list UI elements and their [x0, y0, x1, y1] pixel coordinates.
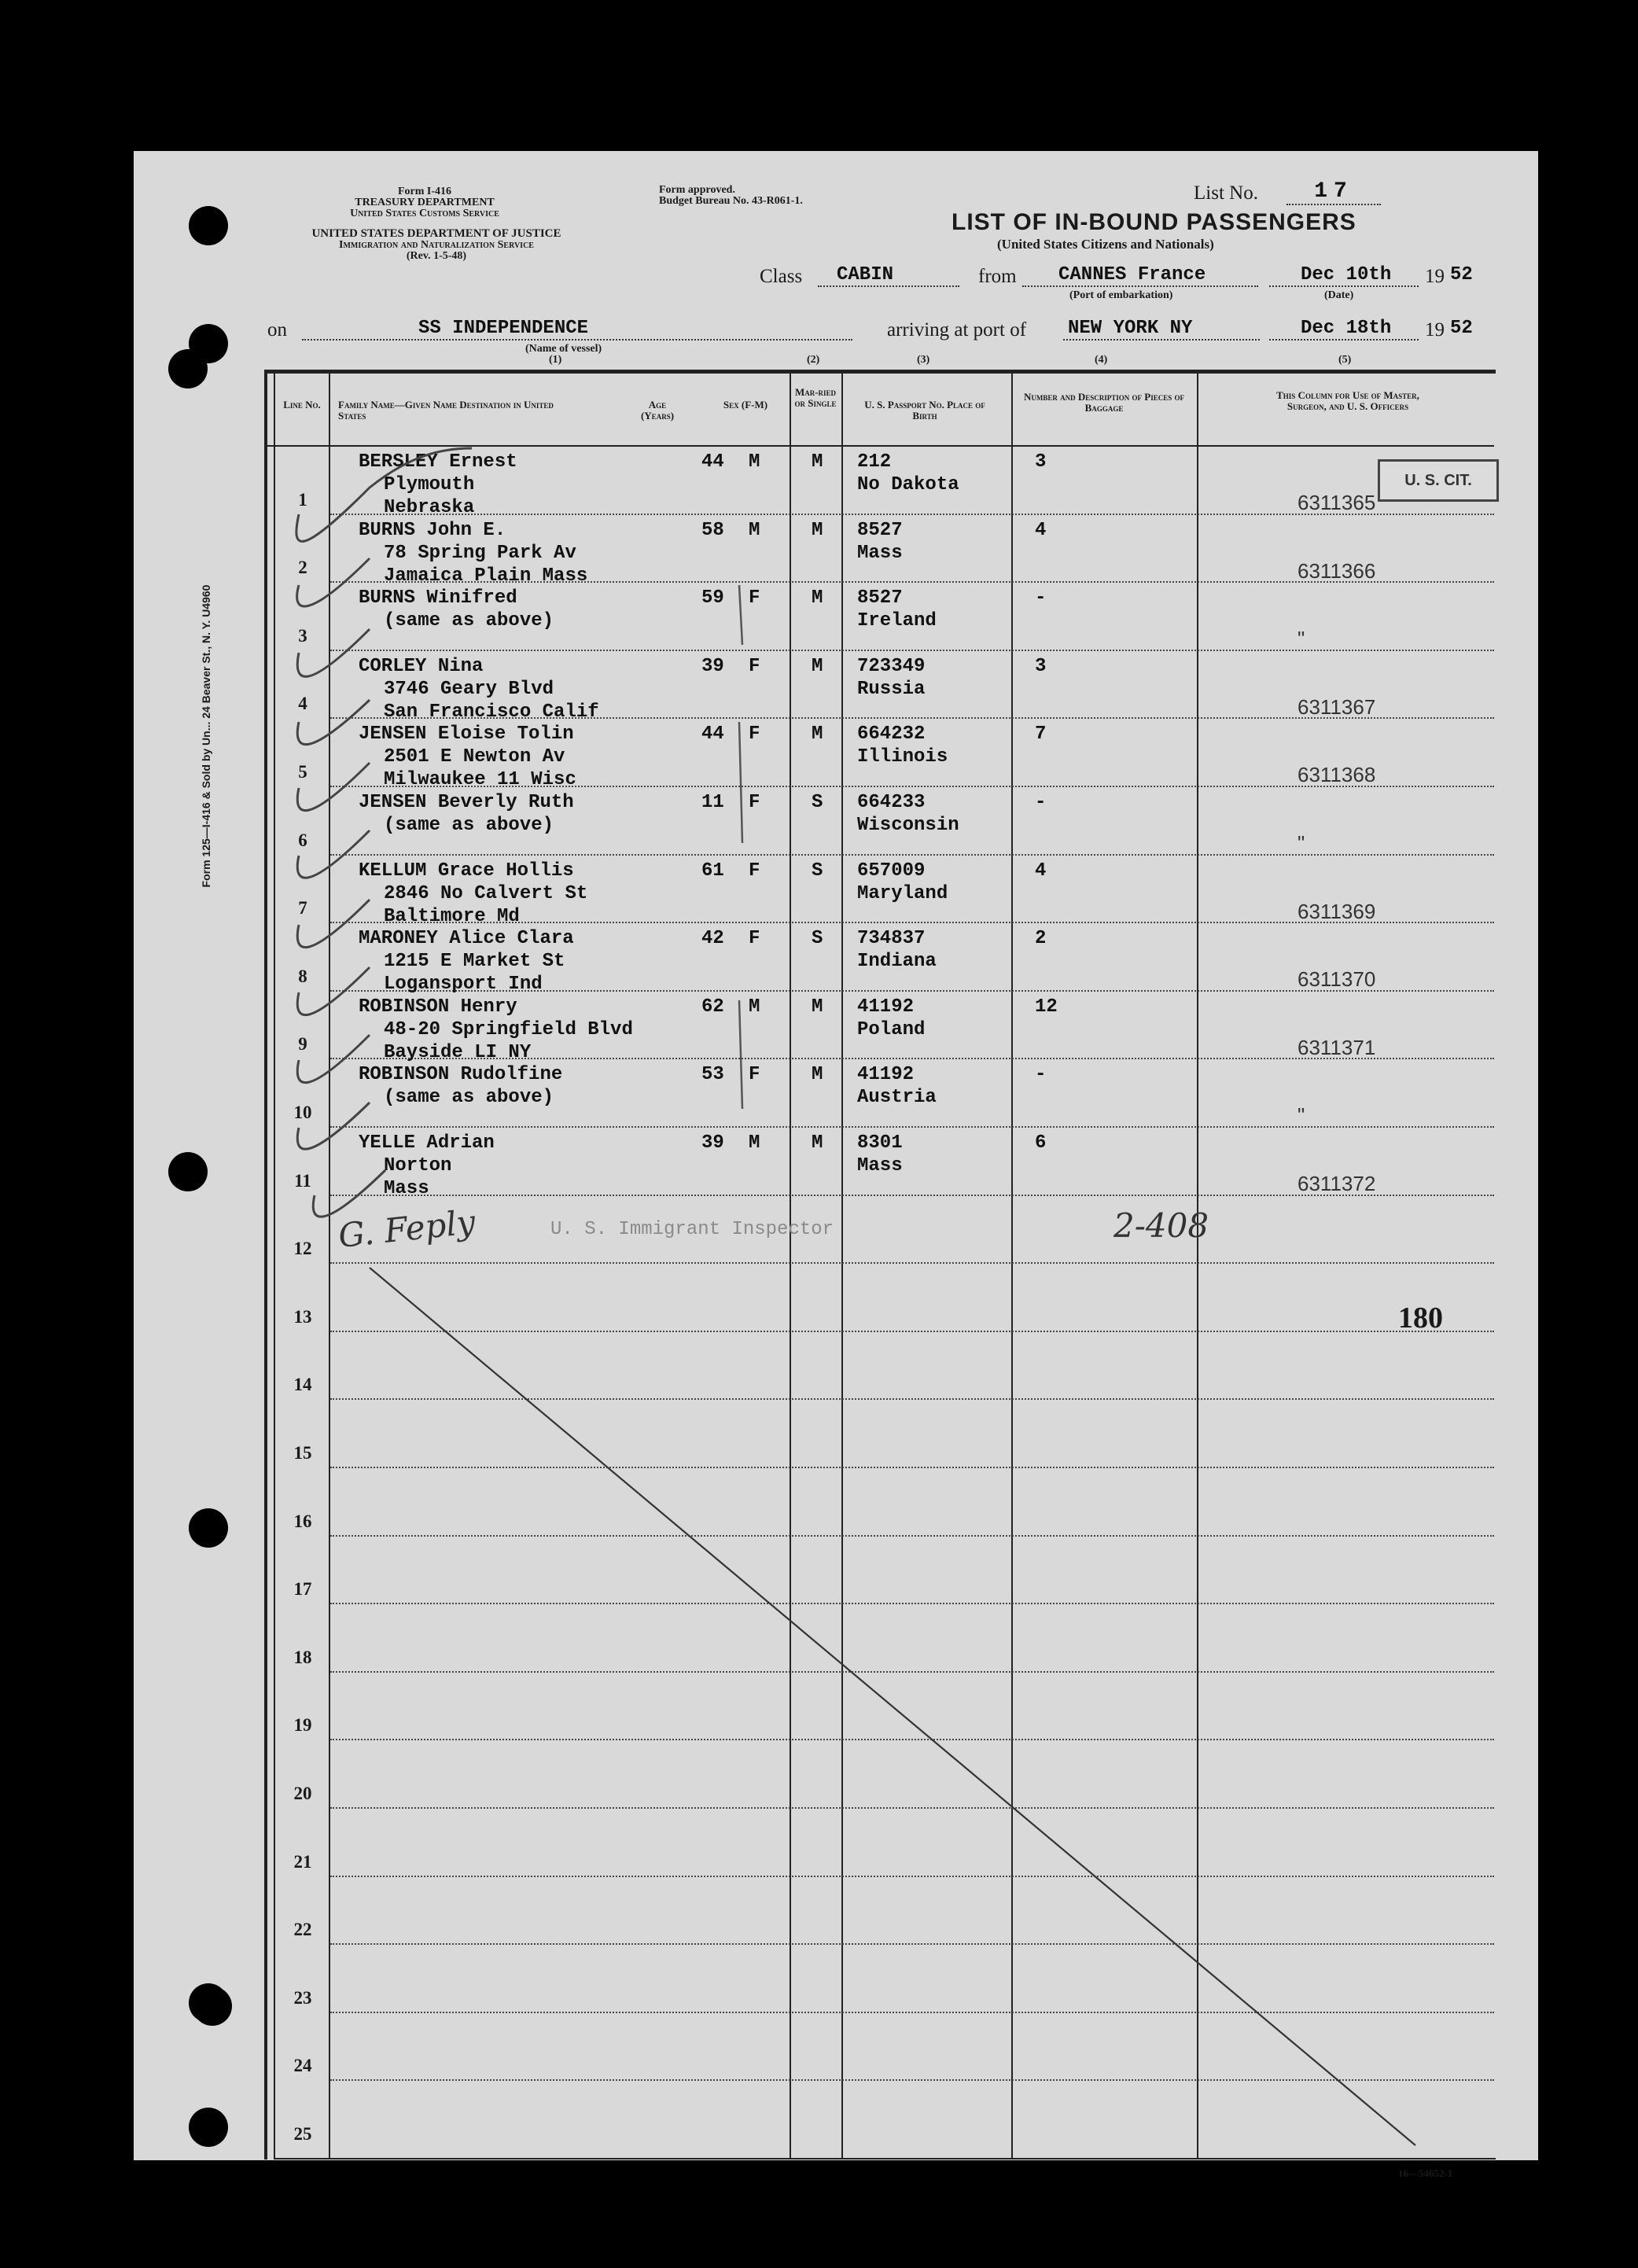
line-number: 2: [298, 558, 307, 578]
line-number: 17: [293, 1579, 312, 1600]
line-number: 11: [294, 1170, 311, 1191]
immigration-service: Immigration and Naturalization Service: [339, 239, 534, 251]
destination-line-2: San Francisco Calif: [384, 701, 599, 723]
date-label: (Date): [1324, 289, 1354, 301]
header-passport-birthplace: U. S. Passport No. Place of Birth: [864, 399, 985, 422]
destination-line-1: (same as above): [384, 610, 554, 632]
passenger-name: JENSEN Eloise Tolin: [359, 723, 574, 746]
from-label: from: [978, 266, 1017, 287]
list-number: 17: [1286, 179, 1381, 205]
arrival-port: NEW YORK NY: [1063, 318, 1260, 341]
passenger-name: KELLUM Grace Hollis: [359, 860, 574, 882]
marital-status: M: [812, 723, 823, 746]
passenger-sex: F: [749, 1064, 760, 1086]
destination-line-1: 48-20 Springfield Blvd: [384, 1018, 633, 1040]
embarkation-year: 52: [1450, 264, 1473, 285]
baggage-count: 6: [1035, 1132, 1047, 1154]
us-citizen-stamp: U. S. CIT.: [1378, 459, 1499, 502]
col-number-5: (5): [1338, 354, 1352, 366]
line-number: 16: [293, 1511, 312, 1531]
baggage-count: -: [1035, 1064, 1047, 1086]
destination-line-2: Baltimore Md: [384, 905, 520, 927]
line-number: 13: [293, 1306, 312, 1327]
marital-status: M: [812, 996, 823, 1018]
col-number-4: (4): [1095, 354, 1108, 366]
passport-number: 657009: [857, 860, 926, 882]
passenger-sex: M: [749, 519, 760, 541]
passenger-name: JENSEN Beverly Ruth: [359, 792, 574, 813]
officer-number: 6311366: [1298, 558, 1376, 583]
class-value: CABIN: [818, 264, 959, 287]
place-of-birth: Mass: [857, 542, 903, 564]
destination-line-2: Nebraska: [384, 497, 475, 518]
marital-status: M: [812, 519, 823, 541]
officer-number: 6311371: [1298, 1035, 1376, 1059]
header-age: Age (Years): [640, 399, 675, 422]
place-of-birth: Illinois: [857, 746, 948, 768]
passenger-age: 42: [701, 928, 724, 950]
embarkation-port: CANNES France: [1022, 264, 1258, 287]
col-number-1: (1): [549, 354, 562, 366]
destination-line-1: Norton: [384, 1155, 452, 1176]
header-sex: Sex (F-M): [723, 399, 768, 411]
line-number: 3: [298, 625, 307, 646]
passport-number: 212: [857, 451, 892, 473]
passport-number: 41192: [857, 1064, 915, 1086]
officer-number: ": [1298, 1103, 1305, 1128]
passenger-name: CORLEY Nina: [359, 655, 484, 677]
header-name-destination: Family Name—Given Name Destination in United States: [338, 399, 554, 422]
line-number: 14: [293, 1375, 312, 1395]
year-prefix-1: 19: [1425, 266, 1445, 287]
officer-number: 6311370: [1298, 967, 1376, 992]
marital-status: M: [812, 587, 823, 609]
passport-number: 8527: [857, 519, 903, 541]
embarkation-date: Dec 10th: [1269, 264, 1419, 287]
destination-line-1: 2501 E Newton Av: [384, 746, 565, 768]
place-of-birth: Indiana: [857, 951, 937, 973]
passenger-age: 39: [701, 655, 724, 677]
baggage-count: 12: [1035, 996, 1058, 1018]
line-number: 5: [298, 762, 307, 782]
officer-number: 6311367: [1298, 694, 1376, 719]
destination-line-1: Plymouth: [384, 474, 475, 495]
baggage-count: 7: [1035, 723, 1047, 746]
baggage-count: 3: [1035, 655, 1047, 677]
passenger-sex: F: [749, 928, 760, 950]
line-number: 7: [298, 898, 307, 919]
budget-bureau: Budget Bureau No. 43-R061-1.: [659, 195, 803, 207]
marital-status: S: [812, 928, 823, 950]
place-of-birth: Mass: [857, 1155, 903, 1176]
line-number: 6: [298, 830, 307, 850]
passenger-name: YELLE Adrian: [359, 1132, 495, 1154]
place-of-birth: Poland: [857, 1018, 926, 1040]
revision: (Rev. 1-5-48): [406, 250, 467, 262]
passenger-age: 59: [701, 587, 724, 609]
year-prefix-2: 19: [1425, 319, 1445, 341]
arrival-year: 52: [1450, 318, 1473, 339]
page-title: LIST OF IN-BOUND PASSENGERS: [952, 209, 1356, 235]
passenger-age: 44: [701, 723, 724, 746]
officer-number: 6311372: [1298, 1172, 1376, 1195]
header-married-single: Mar-ried or Single: [794, 386, 837, 409]
col-number-3: (3): [917, 354, 930, 366]
officer-number: ": [1298, 627, 1305, 651]
destination-line-1: (same as above): [384, 815, 554, 836]
passenger-name: ROBINSON Rudolfine: [359, 1064, 563, 1086]
passenger-sex: F: [749, 587, 760, 609]
line-number: 12: [293, 1239, 312, 1259]
place-of-birth: Maryland: [857, 882, 948, 904]
passport-number: 664232: [857, 723, 926, 746]
passport-number: 723349: [857, 655, 926, 677]
passenger-age: 11: [701, 792, 724, 813]
passenger-sex: M: [749, 996, 760, 1018]
destination-line-2: Mass: [384, 1178, 429, 1199]
marital-status: M: [812, 1064, 823, 1086]
baggage-count: 4: [1035, 519, 1047, 541]
footer-code: 16—54652-1: [1398, 2167, 1453, 2179]
cancel-diagonal-line: [370, 1268, 1415, 2145]
passport-number: 664233: [857, 792, 926, 813]
line-number: 9: [298, 1034, 307, 1055]
officer-number: 6311369: [1298, 899, 1376, 923]
treasury-dept: TREASURY DEPARTMENT: [355, 197, 495, 208]
on-label: on: [267, 319, 287, 341]
place-of-birth: Russia: [857, 678, 926, 700]
destination-line-1: 2846 No Calvert St: [384, 882, 588, 904]
passenger-sex: F: [749, 723, 760, 746]
passenger-age: 39: [701, 1132, 724, 1154]
line-number: 8: [298, 966, 307, 986]
class-label: Class: [760, 266, 803, 287]
destination-line-1: 1215 E Market St: [384, 951, 565, 973]
line-number: 15: [293, 1443, 312, 1463]
passport-number: 8301: [857, 1132, 903, 1154]
baggage-count: 3: [1035, 451, 1047, 473]
passenger-age: 62: [701, 996, 724, 1018]
baggage-count: -: [1035, 587, 1047, 609]
line-number: 18: [293, 1647, 312, 1667]
inspector-label: U. S. Immigrant Inspector: [550, 1219, 834, 1240]
passenger-age: 44: [701, 451, 724, 473]
passenger-sex: F: [749, 655, 760, 677]
officer-number: 6311368: [1298, 763, 1376, 787]
passenger-age: 53: [701, 1064, 724, 1086]
officer-number: ": [1298, 831, 1305, 855]
baggage-count: 4: [1035, 860, 1047, 882]
passport-number: 8527: [857, 587, 903, 609]
line-number: 19: [293, 1715, 312, 1736]
passenger-name: MARONEY Alice Clara: [359, 928, 574, 950]
header-officers-use: This Column for Use of Master, Surgeon, and U. S. Officers: [1276, 389, 1419, 412]
passenger-name: BURNS Winifred: [359, 587, 517, 609]
line-number: 21: [293, 1851, 312, 1872]
arrival-date: Dec 18th: [1269, 318, 1419, 341]
line-number: 10: [293, 1103, 312, 1122]
vessel-label: (Name of vessel): [525, 343, 602, 355]
check-marks: [296, 448, 742, 1217]
line-number: 1: [298, 489, 307, 510]
line-number: 4: [298, 694, 307, 714]
passenger-name: ROBINSON Henry: [359, 996, 517, 1018]
arriving-label: arriving at port of: [887, 319, 1027, 341]
baggage-count: 2: [1035, 928, 1047, 950]
vessel-name: SS INDEPENDENCE: [302, 318, 852, 341]
place-of-birth: Wisconsin: [857, 815, 959, 836]
side-print-text: Form 125—I-416 & Sold by Un... 24 Beaver St., N. Y. U4960: [200, 584, 212, 888]
header-baggage: Number and Description of Pieces of Baggage: [1024, 391, 1184, 414]
passport-number: 41192: [857, 996, 915, 1018]
destination-line-1: 3746 Geary Blvd: [384, 678, 554, 700]
line-number: 22: [293, 1920, 312, 1940]
passenger-name: BURNS John E.: [359, 519, 506, 541]
marital-status: M: [812, 451, 823, 473]
marital-status: M: [812, 655, 823, 677]
destination-line-2: Bayside LI NY: [384, 1041, 532, 1063]
passenger-sex: F: [749, 860, 760, 882]
marital-status: S: [812, 792, 823, 813]
header-line-no: Line No.: [283, 399, 321, 411]
marital-status: M: [812, 1132, 823, 1154]
officer-number: 6311365: [1298, 491, 1376, 514]
passenger-sex: M: [749, 1132, 760, 1154]
line-number: 25: [293, 2124, 312, 2144]
total-number: 180: [1398, 1302, 1443, 1335]
port-embarkation-label: (Port of embarkation): [1069, 289, 1173, 301]
col-number-2: (2): [807, 354, 820, 366]
destination-line-2: Milwaukee 11 Wisc: [384, 769, 576, 791]
place-of-birth: Ireland: [857, 610, 937, 632]
form-approved: Form approved.: [659, 184, 735, 196]
passenger-age: 58: [701, 519, 724, 541]
line-number: 20: [293, 1784, 312, 1803]
place-of-birth: Austria: [857, 1087, 937, 1109]
passenger-sex: F: [749, 792, 760, 813]
destination-line-1: (same as above): [384, 1087, 554, 1109]
passenger-sex: M: [749, 451, 760, 473]
marital-status: S: [812, 860, 823, 882]
destination-line-2: Logansport Ind: [384, 974, 543, 996]
list-label: List No.: [1194, 182, 1258, 204]
form-number: Form I-416: [397, 186, 452, 197]
passenger-age: 61: [701, 860, 724, 882]
customs-service: United States Customs Service: [350, 208, 499, 219]
passport-number: 734837: [857, 928, 926, 950]
justice-dept: UNITED STATES DEPARTMENT OF JUSTICE: [311, 227, 561, 240]
place-of-birth: No Dakota: [857, 474, 959, 495]
destination-line-2: Jamaica Plain Mass: [384, 565, 588, 587]
baggage-count: -: [1035, 792, 1047, 813]
page-subtitle: (United States Citizens and Nationals): [997, 237, 1214, 252]
destination-line-1: 78 Spring Park Av: [384, 542, 576, 564]
handwritten-note: 2-408: [1113, 1206, 1209, 1245]
passenger-name: BERSLEY Ernest: [359, 451, 517, 473]
line-number: 23: [293, 1987, 312, 2008]
line-number: 24: [293, 2056, 312, 2076]
inspector-signature: G. Feply: [336, 1202, 477, 1255]
